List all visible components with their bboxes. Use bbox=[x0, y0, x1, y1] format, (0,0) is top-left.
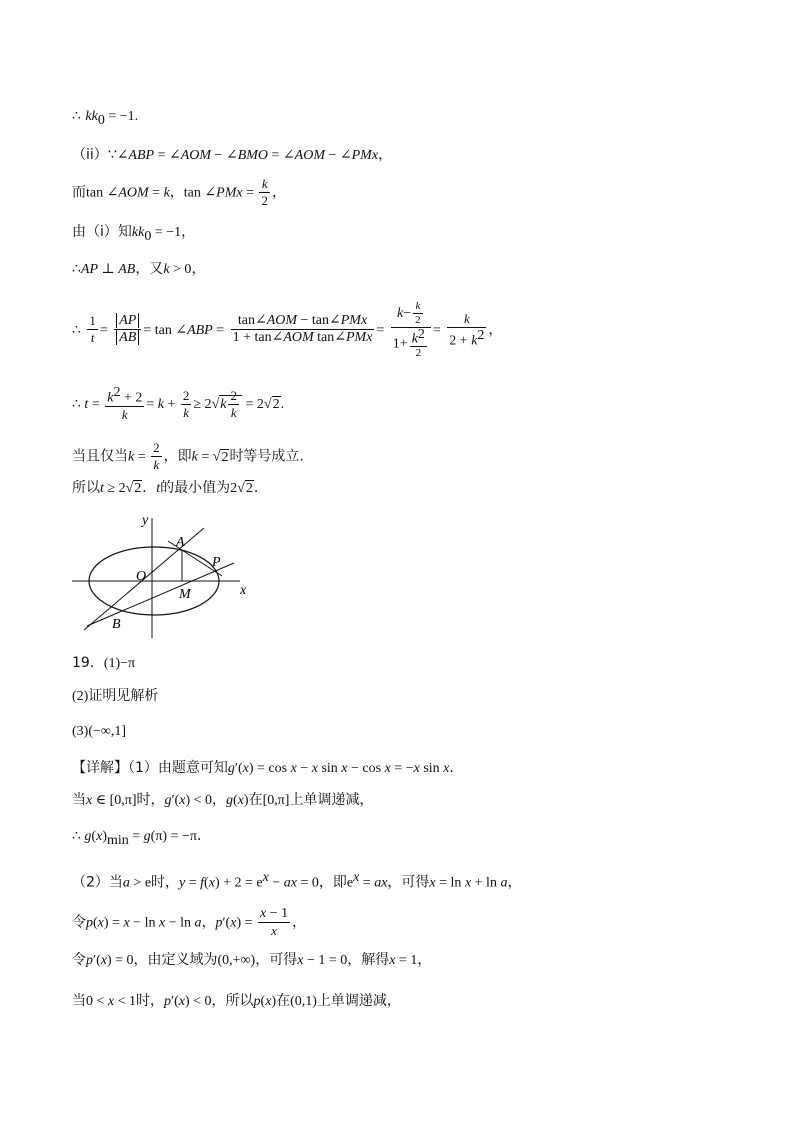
label-o: O bbox=[136, 569, 147, 584]
line-from-i: 由（i）知$kk_0 = -1$， bbox=[72, 224, 196, 244]
answer-19-1: 19．(1)−π bbox=[72, 655, 136, 671]
line-one-over-t: ∴ $\frac{1}{t}$ = $\frac{AP}{AB}$ = tan ∠ABP = $\frac{\text{tan∠AOM − tan∠PMx}}{\text{1 + tan∠AOM tan∠PMx}}$ = k− $\frac{k}{2}$ 1+ $\frac{k^2}{2}$ = $\frac{k}{2 + k^2}$ ， bbox=[72, 300, 503, 359]
label-a: A bbox=[176, 535, 185, 550]
line-angle-abp: （ii）∵∠ABP = ∠AOM − ∠BMO = ∠AOM − ∠PMx， bbox=[72, 147, 393, 163]
detail-1: 【详解】（1）由题意可知g′(x) = cos x − x sin x − cos x = −x sin x． bbox=[72, 760, 464, 776]
line-min-value: 所以t ≥ 2√2．t的最小值为2√2． bbox=[72, 480, 268, 496]
line-t-expression: ∴ t = $\frac{k^2 + 2}{k}$ = k + $\frac{2}{k}$ ≥ 2√k $\frac{2}{k}$ = 2√2. bbox=[72, 385, 285, 423]
label-x: x bbox=[240, 583, 247, 598]
line-kk0: ∴ $kk_0 = -1$. bbox=[72, 109, 139, 128]
line-tan-values: 而tan ∠AOM = k，tan ∠PMx = $\frac{k}{2}$ ， bbox=[72, 176, 286, 208]
ellipse-figure bbox=[62, 508, 262, 648]
detail-2: 当x ∈ [0,π]时，g′(x) < 0，g(x)在[0,π]上单调递减， bbox=[72, 792, 374, 808]
line-pb bbox=[87, 563, 234, 626]
label-y: y bbox=[142, 513, 149, 528]
line-perpendicular: ∴AP ⊥ AB，又k > 0， bbox=[72, 261, 206, 277]
detail-5: 令p(x) = x − ln x − ln a，p′(x) = $\frac{x - 1}{x}$ ， bbox=[72, 906, 307, 938]
detail-3: ∴ $g(x)_{min} = g(\pi) = -\pi$． bbox=[72, 828, 211, 848]
answer-19-2: (2)证明见解析 bbox=[72, 688, 159, 704]
label-m: M bbox=[179, 587, 191, 602]
line-equality-condition: 当且仅当k = $\frac{2}{k}$ ，即k = √2时等号成立. bbox=[72, 440, 304, 472]
label-b: B bbox=[112, 617, 121, 632]
detail-7: 当0 < x < 1时，p′(x) < 0，所以p(x)在(0,1)上单调递减， bbox=[72, 993, 401, 1009]
detail-6: 令p′(x) = 0，由定义域为(0,+∞)，可得x − 1 = 0，解得x = 1， bbox=[72, 952, 432, 968]
label-p: P bbox=[212, 555, 221, 570]
answer-19-3: (3)(−∞,1] bbox=[72, 724, 127, 739]
detail-4: （2）当a > e时，$y = f(x) + 2 = e^x$ − ax = 0，即$e^x$ = ax，可得x = ln x + ln a， bbox=[72, 870, 522, 891]
